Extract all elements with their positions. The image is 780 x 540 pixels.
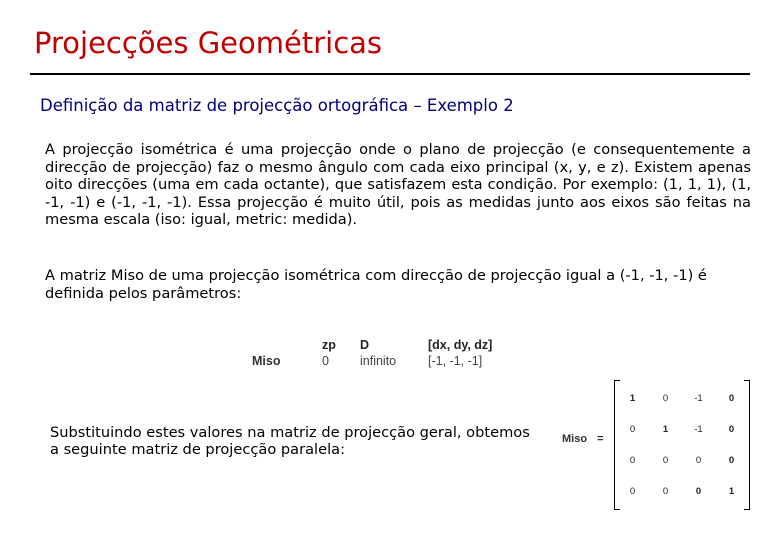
row-label-miso: Miso <box>252 354 281 368</box>
matrix-cell: 1 <box>629 393 636 404</box>
projection-parameters-table <box>252 337 518 369</box>
slide-subtitle: Definição da matriz de projecção ortográfica – Exemplo 2 <box>40 96 514 115</box>
matrix-cell: 0 <box>728 424 735 435</box>
miso-definition-text: A matriz Miso de uma projecção isométrica com direcção de projecção igual a (-1, -1, -1) é definida pelos parâmetros: <box>45 267 707 302</box>
parameters-value-row <box>252 353 518 369</box>
slide-title: Projecções Geométricas <box>34 26 383 60</box>
value-d: infinito <box>360 354 397 368</box>
matrix-cell: 0 <box>662 486 669 497</box>
matrix-cell: -1 <box>694 393 703 404</box>
substitution-text: Substituindo estes valores na matriz de projecção geral, obtemos a seguinte matriz de projecção paralela: <box>50 424 530 458</box>
miso-matrix <box>616 383 748 507</box>
matrix-cell: 0 <box>695 455 702 466</box>
matrix-cell: 1 <box>728 486 735 497</box>
matrix-cell: 0 <box>629 455 636 466</box>
matrix-cell: 0 <box>629 424 636 435</box>
matrix-cell: 0 <box>728 455 735 466</box>
matrix-name: Miso <box>562 433 588 445</box>
title-underline <box>30 73 750 75</box>
matrix-equals: = <box>597 433 604 445</box>
matrix-cell: 0 <box>629 486 636 497</box>
matrix-row <box>616 383 748 414</box>
header-direction: [dx, dy, dz] <box>428 338 493 352</box>
matrix-cell: 0 <box>662 455 669 466</box>
header-zp: zp <box>322 338 336 352</box>
value-direction: [-1, -1, -1] <box>428 354 483 368</box>
matrix-cell: 1 <box>662 424 669 435</box>
matrix-cell: 0 <box>695 486 702 497</box>
matrix-label <box>562 433 604 445</box>
parameters-header-row <box>252 337 518 353</box>
matrix-row <box>616 476 748 507</box>
matrix-cell: 0 <box>662 393 669 404</box>
header-d: D <box>360 338 370 352</box>
isometric-description: A projecção isométrica é uma projecção onde o plano de projecção (e consequentemente a direcção de projecção) faz o mesmo ângulo com cada eixo principal (x, y, e z). Existem apenas oito direcções (uma em cada octante), que satisfazem esta condição. Por exemplo: (1, 1, 1), (1, -1, -1) e (-1, -1, -1). Essa projecção é muito útil, pois as medidas junto aos eixos são feitas na mesma escala (iso: igual, metric: medida). <box>45 141 751 229</box>
matrix-cell: -1 <box>694 424 703 435</box>
value-zp: 0 <box>322 354 329 368</box>
matrix-row <box>616 414 748 445</box>
matrix-row <box>616 445 748 476</box>
matrix-cell: 0 <box>728 393 735 404</box>
